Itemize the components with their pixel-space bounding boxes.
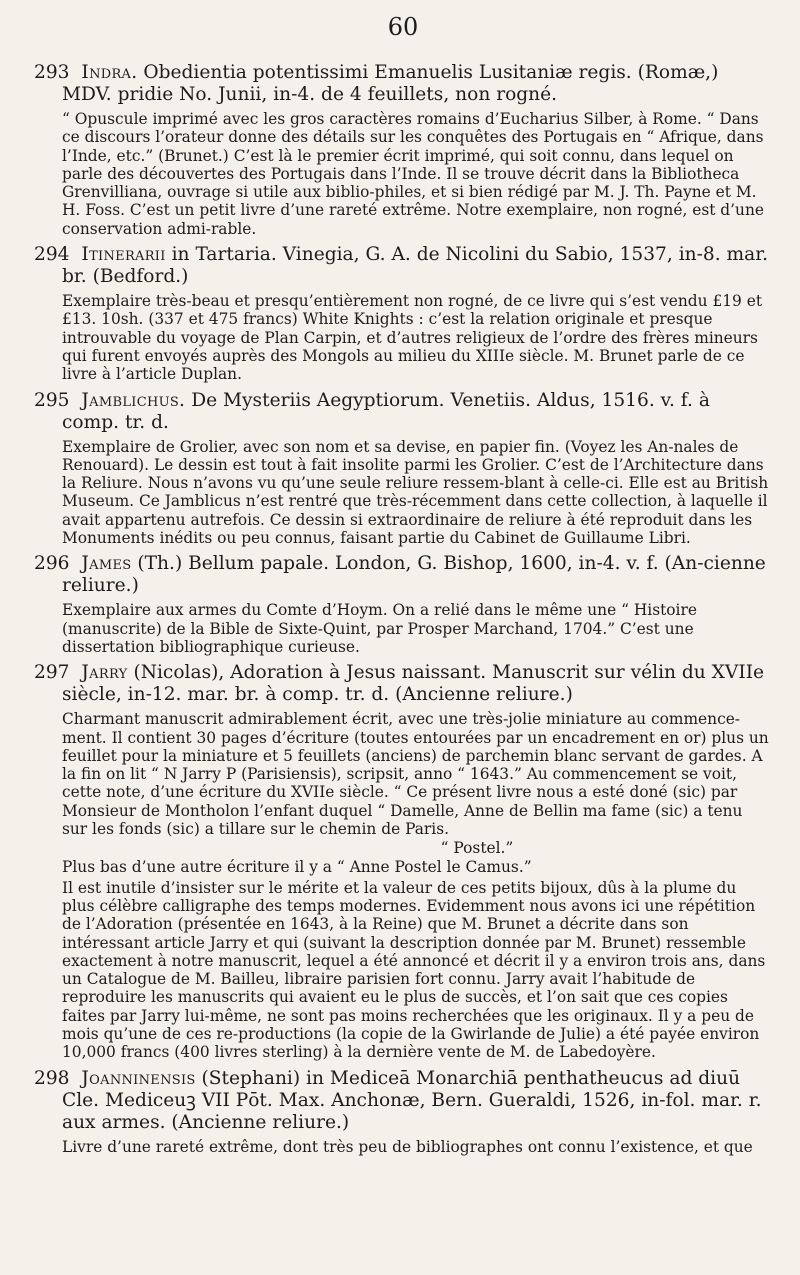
entry-heading: [34, 1068, 772, 1134]
lot-number: 294: [34, 244, 70, 266]
entry-heading: [34, 244, 772, 288]
description-paragraph: “ Opuscule imprimé avec les gros caractères romains d’Eucharius Silber, à Rome. “ Dans ce discours l’orateur donne des détails sur les conquêtes des Portugais en “ Afrique, dans l’Inde, etc.” (Brunet.) C’est là le premier écrit imprimé, qui soit connu, dans lequel on parle des découvertes des Portugais dans l’Inde. Il se trouve décrit dans la Bibliotheca Grenvilliana, ouvrage si utile aux biblio-philes, et si bien rédigé par M. J. Th. Payne et M. H. Foss. C’est un petit livre d’une rareté extrême. Notre exemplaire, non rogné, est d’une conservation admi-rable.: [62, 110, 764, 238]
entry-author: James: [81, 553, 132, 575]
entry-description: [34, 1138, 772, 1156]
entry-description: [34, 710, 772, 1061]
description-paragraph: Il est inutile d’insister sur le mérite et la valeur de ces petits bijoux, dûs à la plume du plus célèbre calligraphe des temps modernes. Evidemment nous avons ici une répétition de l’Adoration (présentée en 1643, à la Reine) que M. Brunet a décrite dans son intéressant article Jarry et qui (suivant la description donnée par M. Brunet) ressemble exactement à notre manuscrit, lequel a été annoncé et décrit il y a environ trois ans, dans un Catalogue de M. Bailleu, libraire parisien fort connu. Jarry avait l’habitude de reproduire les manuscrits qui avaient eu le plus de succès, et l’on sait que ces copies faites par Jarry lui-même, ne sont pas moins recherchées que les originaux. Il y a peu de mois qu’une de ces re-productions (la copie de la Gwirlande de Julie) a été payée environ 10,000 francs (400 livres sterling) à la dernière vente de M. de Labedoyère.: [62, 878, 766, 1062]
entry-author: Indra.: [81, 62, 138, 83]
entry-author: Joanninensis: [81, 1067, 196, 1089]
catalogue-entry: [34, 553, 772, 656]
description-paragraph: Exemplaire très-beau et presqu’entièrement non rogné, de ce livre qui s’est vendu £19 et £13. 10sh. (337 et 475 francs) White Knights : c’est la relation originale et presque introuvable du voyage de Plan Carpin, et d’autres religieux de l’ordre des frères mineurs qui furent envoyés auprès des Mongols au milieu du XIIIe siècle. M. Brunet parle de ce livre à l’article Duplan.: [62, 292, 763, 384]
description-paragraph: Plus bas d’une autre écriture il y a “ Anne Postel le Camus.”: [62, 858, 532, 877]
entry-author: Jamblichus.: [81, 389, 186, 411]
manuscript-signature: “ Postel.”: [440, 839, 514, 858]
entry-title: De Mysteriis Aegyptiorum. Venetiis. Aldus, 1516. v. f. à comp. tr. d.: [62, 389, 710, 433]
catalogue-entry: [34, 1068, 772, 1156]
description-paragraph: Charmant manuscrit admirablement écrit, avec une très-jolie miniature au commence-ment. Il contient 30 pages d’écriture (toutes entourées par un encadrement en or) plus un feuillet pour la miniature et 5 feuillets (anciens) de parchemin blanc servant de gardes. A la fin on lit “ N Jarry P (Parisiensis), scripsit, anno “ 1643.” Au commencement se voit, cette note, d’une écriture du XVIIe siècle. “ Ce présent livre nous a esté doné (sic) par Monsieur de Montholon l’enfant duquel “ Damelle, Anne de Bellin ma fame (sic) a tenu sur les fonds (sic) a tillare sur le chemin de Paris.: [62, 710, 769, 839]
page-number: 60: [387, 13, 419, 41]
entry-description: [34, 292, 772, 383]
lot-number: 296: [34, 553, 70, 575]
entry-author: Itinerarii: [81, 244, 166, 266]
lot-number: 295: [34, 389, 70, 411]
lot-number: 298: [34, 1067, 70, 1089]
entry-description: [34, 601, 772, 656]
entry-title: Obedientia potentissimi Emanuelis Lusitaniæ regis. (Romæ,) MDV. pridie No. Junii, in-4. de 4 feuillets, non rogné.: [62, 62, 719, 105]
lot-number: 293: [34, 62, 70, 83]
entry-description: [34, 438, 772, 548]
entry-heading: [34, 62, 772, 106]
description-paragraph: Exemplaire aux armes du Comte d’Hoym. On a relié dans le même une “ Histoire (manuscrite) de la Bible de Sixte-Quint, par Prosper Marchand, 1704.” C’est une dissertation bibliographique curieuse.: [62, 601, 697, 656]
lot-number: 297: [34, 662, 70, 684]
entry-title: in Tartaria. Vinegia, G. A. de Nicolini du Sabio, 1537, in-8. mar. br. (Bedford.): [62, 244, 769, 288]
entry-heading: [34, 553, 772, 597]
entry-description: [34, 110, 772, 238]
entry-heading: [34, 662, 772, 706]
catalogue-entry: [34, 62, 772, 238]
entry-author: Jarry: [81, 662, 128, 684]
entry-heading: [34, 390, 772, 434]
entry-title: (Nicolas), Adoration à Jesus naissant. Manuscrit sur vélin du XVIIe siècle, in-12. mar. br. à comp. tr. d. (Ancienne reliure.): [62, 662, 765, 706]
entry-title: (Stephani) in Mediceā Monarchiā penthatheucus ad diuū Cle. Mediceuꝫ VII Pōt. Max. Anchonæ, Bern. Gueraldi, 1526, in-fol. mar. r. aux armes. (Ancienne reliure.): [62, 1067, 762, 1133]
description-paragraph: Livre d’une rareté extrême, dont très peu de bibliographes ont connu l’existence, et que: [62, 1137, 753, 1156]
catalogue-entry: [34, 390, 772, 548]
entry-title: (Th.) Bellum papale. London, G. Bishop, 1600, in-4. v. f. (An-cienne reliure.): [62, 553, 766, 597]
catalogue-entry: [34, 244, 772, 383]
description-paragraph: Exemplaire de Grolier, avec son nom et sa devise, en papier fin. (Voyez les An-nales de Renouard). Le dessin est tout à fait insolite parmi les Grolier. C’est de l’Architecture dans la Reliure. Nous n’avons vu qu’une seule reliure ressem-blant à celle-ci. Elle est au British Museum. Ce Jamblicus n’est rentré que très-récemment dans cette collection, à laquelle il avait appartenu autrefois. Ce dessin si extraordinaire de reliure à été reproduit dans les Monuments inédits ou peu connus, faisant partie du Cabinet de Guillaume Libri.: [62, 437, 769, 548]
catalogue-entry: [34, 662, 772, 1061]
